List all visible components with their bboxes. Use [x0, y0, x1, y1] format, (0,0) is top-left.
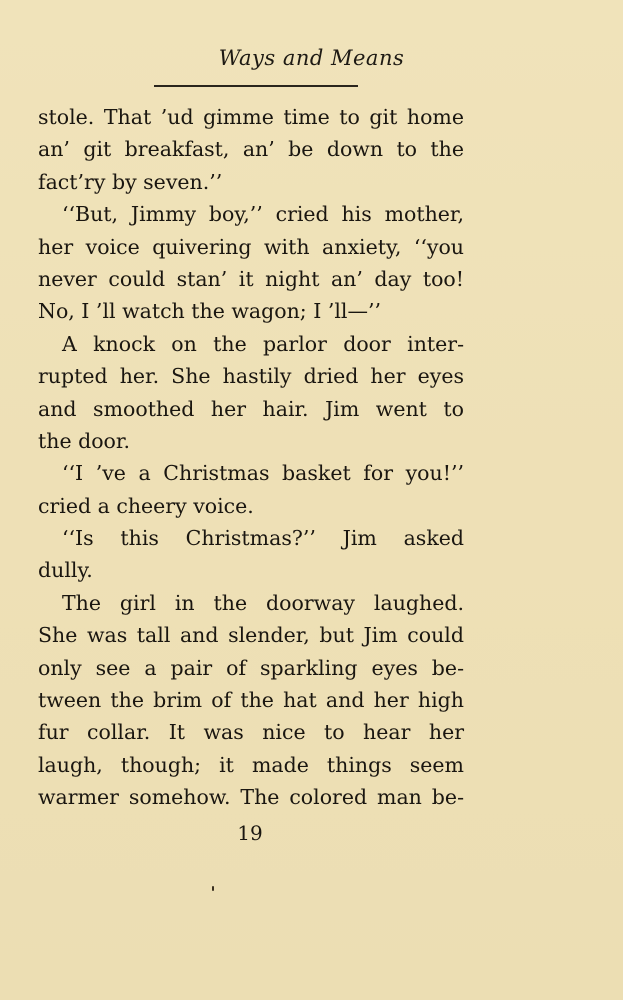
- text-line: an’ git breakfast, an’ be down to the: [38, 137, 464, 162]
- text-line: stole. That ’ud gimme time to git home: [38, 105, 464, 129]
- text-line: only see a pair of sparkling eyes be-: [38, 655, 464, 680]
- text-line: tween the brim of the hat and her high: [38, 688, 464, 713]
- text-line: She was tall and slender, but Jim could: [38, 623, 464, 648]
- text-line: dully.: [38, 558, 93, 583]
- text-line: her voice quivering with anxiety, ‘‘you: [38, 234, 464, 259]
- text-line: and smoothed her hair. Jim went to: [38, 396, 464, 421]
- text-line: cried a cheery voice.: [38, 493, 254, 518]
- text-line: fact’ry by seven.’’: [38, 169, 223, 194]
- text-line: the door.: [38, 428, 130, 453]
- text-line: never could stan’ it night an’ day too!: [38, 266, 464, 291]
- text-line: The girl in the doorway laughed.: [62, 590, 464, 615]
- ink-speck: [212, 886, 214, 891]
- text-line: rupted her. She hastily dried her eyes: [38, 364, 464, 389]
- text-line: A knock on the parlor door inter-: [62, 331, 464, 356]
- text-line: laugh, though; it made things seem: [38, 752, 464, 777]
- text-line: warmer somehow. The colored man be-: [38, 785, 464, 810]
- text-line: ‘‘I ’ve a Christmas basket for you!’’: [62, 461, 464, 486]
- running-head: Ways and Means: [218, 46, 405, 70]
- text-line: No, I ’ll watch the wagon; I ’ll—’’: [38, 299, 382, 324]
- text-line: fur collar. It was nice to hear her: [38, 720, 464, 745]
- text-line: ‘‘But, Jimmy boy,’’ cried his mother,: [62, 202, 464, 227]
- body-text: [38, 101, 464, 814]
- header-rule: [154, 85, 358, 87]
- page-number: 19: [237, 821, 263, 845]
- text-line: ‘‘Is this Christmas?’’ Jim asked: [62, 526, 464, 551]
